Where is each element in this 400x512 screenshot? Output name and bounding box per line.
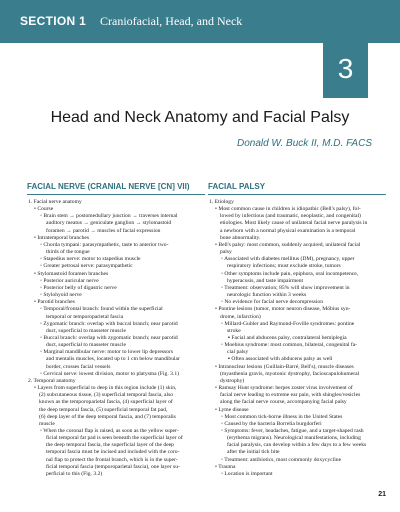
text-line: known as the temporoparietal fascia, (4) superficial layer of: [39, 399, 173, 406]
text-line: ◦ Stapedius nerve: motor to stapedius muscle: [40, 256, 141, 263]
chapter-title: Head and Neck Anatomy and Facial Palsy: [50, 109, 350, 126]
section-label: SECTION 1: [20, 14, 87, 28]
text-line: the deep temporal fascia, (5) superficial temporal fat pad,: [39, 406, 168, 413]
text-line: • Bell's palsy: most common, suddenly acquired, unilateral facial: [215, 241, 361, 248]
text-line: ◦ No evidence for facial nerve decompression: [221, 299, 324, 306]
text-line: foramen → parotid → muscles of facial expression: [46, 227, 161, 234]
text-line: after the initial tick bite: [227, 449, 280, 456]
text-line: drome, infarction): [220, 313, 261, 320]
right-column-content: [208, 199, 386, 478]
text-line: ficial temporal fat pad is seen beneath the superficial layer of: [46, 435, 183, 442]
text-line: ◦ Posterior belly of digastric nerve: [40, 284, 117, 291]
left-column-content: [27, 199, 205, 478]
left-column-heading: FACIAL NERVE (CRANIAL NERVE [CN] VII): [27, 182, 205, 195]
text-line: 1. Etiology: [209, 199, 234, 205]
text-line: ◦ Buccal branch: overlap with zygomatic branch; near parotid: [40, 334, 178, 341]
text-line: muscle: [39, 420, 55, 427]
text-line: ◦ Moebius syndrome: most common, bilateral, congenital fa-: [221, 342, 358, 349]
text-line: ◦ Marginal mandibular nerve: motor to lower lip depressors: [40, 349, 173, 356]
text-line: ◦ Location is important: [221, 470, 273, 477]
text-line: ◦ Zygomatic branch: overlap with buccal branch; near parotid: [40, 320, 178, 327]
text-line: ◦ Most common tick-borne illness in the United States: [221, 413, 343, 420]
text-line: duct, superficial to masseter muscle: [46, 327, 126, 334]
text-line: • Intranuclear lesions (Guillain-Barré, Bell's), muscle diseases: [215, 363, 354, 370]
text-line: (erythema migrans). Neurological manifestations, including: [227, 435, 361, 442]
text-line: ◦ Symptoms: fever, headaches, fatigue, and a target-shaped rash: [221, 428, 364, 434]
text-line: ◦ Associated with diabetes mellitus (DM), pregnancy, upper: [221, 256, 355, 263]
text-line: ◦ Posterior auricular nerve: [40, 277, 99, 284]
text-line: • Trauma: [215, 463, 236, 470]
text-line: facial nerve leading to extreme ear pain, with shingles/vesicles: [220, 392, 361, 399]
text-line: (2) subcutaneous tissue, (3) superficial temporal fascia, also: [39, 392, 174, 399]
text-line: ◦ Brain stem → postomedullary junction → traverses internal: [40, 213, 178, 220]
text-line: • Course: [34, 206, 54, 213]
text-line: ficial temporal fascia (temporoparietal fascia), one layer su-: [46, 463, 180, 470]
text-line: 2. Temporal anatomy: [28, 377, 76, 384]
text-line: ◦ Cervical nerve: lowest division, motor to platysma (Fig. 3.1): [40, 370, 180, 377]
text-line: ◦ Millard-Gubler and Raymond-Foville syndromes: pontine: [221, 320, 355, 327]
text-line: (myasthenia gravis, myotonic dystrophy, facioscapulohumeral: [220, 370, 360, 377]
right-column-heading: FACIAL PALSY: [208, 182, 386, 195]
text-line: ◦ When the coronal flap is raised, as soon as the yellow super-: [40, 428, 179, 434]
text-line: facial paralysis, can develop within a few days to a few weeks: [227, 442, 367, 449]
text-line: temporal or temporoparietal fascia: [46, 313, 124, 320]
text-line: • Layers from superficial to deep in this region include (1) skin,: [34, 385, 177, 392]
text-line: • Parotid branches: [34, 299, 75, 306]
text-line: • Pontine lesions (tumor, motor neuron disease, Möbius syn-: [215, 306, 351, 313]
text-line: • Stylomastoid foramen branches: [34, 270, 109, 277]
text-line: ◦ Stylohyoid nerve: [40, 292, 82, 299]
text-line: auditory meatus → geniculate ganglion → stylomastoid: [46, 220, 172, 227]
text-line: thirds of the tongue: [46, 249, 90, 256]
text-line: dystrophy): [220, 377, 245, 384]
section-header-bar: [0, 0, 400, 43]
text-line: ◦ Greater petrosal nerve: parasympathetic: [40, 263, 133, 270]
text-line: lowed by infectious (and traumatic, neoplastic, and congenital): [220, 213, 361, 220]
text-line: ◦ Caused by the bacteria Borrelia burgdorferi: [221, 420, 322, 427]
page-number: 21: [378, 491, 386, 498]
chapter-author: Donald W. Buck II, M.D. FACS: [236, 138, 372, 149]
text-line: and mentalis muscles, located up to 1 cm below mandibular: [46, 356, 180, 363]
text-line: palsy: [220, 249, 232, 256]
text-line: ◦ Chorda tympani: parasympathetic, taste to anterior two-: [40, 241, 169, 248]
text-line: a newborn with a normal physical examination is a temporal: [220, 227, 356, 234]
chapter-number: 3: [337, 53, 354, 84]
right-column: [208, 182, 386, 478]
text-line: • Ramsay Hunt syndrome: herpes zoster virus involvement of: [215, 385, 353, 392]
text-line: cial palsy: [227, 349, 249, 356]
text-line: the deep temporal fascia, the superficial layer of the deep: [46, 442, 174, 449]
text-line: stroke: [227, 327, 241, 334]
text-line: duct, superficial to masseter muscle: [46, 342, 126, 349]
text-line: ◦ Treatment: antibiotics, most commonly doxycycline: [221, 456, 342, 463]
text-line: ◦ Temporal/frontal branch: found within the superficial: [40, 306, 163, 313]
chapter-number-box: [323, 43, 368, 98]
text-line: etiologies. Most likely cause of unilateral facial nerve paralysis in: [220, 220, 368, 227]
text-line: hyperacusis, and taste impairment: [227, 277, 304, 284]
text-line: 1. Facial nerve anatomy: [28, 199, 82, 205]
text-line: ◦ Treatment: observation; 85% will show improvement in: [221, 284, 350, 291]
text-line: nal flap to protect the frontal branch, which is in the super-: [46, 456, 178, 463]
text-line: (6) deep layer of the deep temporal fascia, and (7) temporalis: [39, 413, 176, 420]
text-line: perficial to this (Fig. 3.2): [46, 470, 103, 477]
text-line: border, crosses facial vessels: [46, 363, 111, 370]
text-line: ▪ Often associated with abducens palsy as well: [228, 356, 333, 363]
text-line: • Most common cause in children is idiopathic (Bell's palsy), fol-: [215, 206, 361, 213]
text-line: temporal fascia must be incised and included with the coro-: [46, 449, 180, 456]
text-line: • Lyme disease: [215, 406, 249, 413]
section-title: Craniofacial, Head, and Neck: [100, 14, 243, 28]
text-line: • Intratemporal branches: [34, 234, 90, 241]
text-line: ▪ Facial and abducens palsy, contralateral hemiplegia: [228, 334, 347, 341]
left-column: [27, 182, 205, 478]
text-line: neurologic function within 3 weeks: [227, 292, 307, 299]
text-line: bone abnormality.: [220, 234, 261, 241]
text-line: respiratory infections; must exclude stroke, tumors: [227, 263, 341, 270]
text-line: ◦ Other symptoms include pain, epiphora, oral incompetence,: [221, 270, 359, 277]
text-line: along the facial nerve course, accompanying facial palsy: [220, 399, 347, 406]
